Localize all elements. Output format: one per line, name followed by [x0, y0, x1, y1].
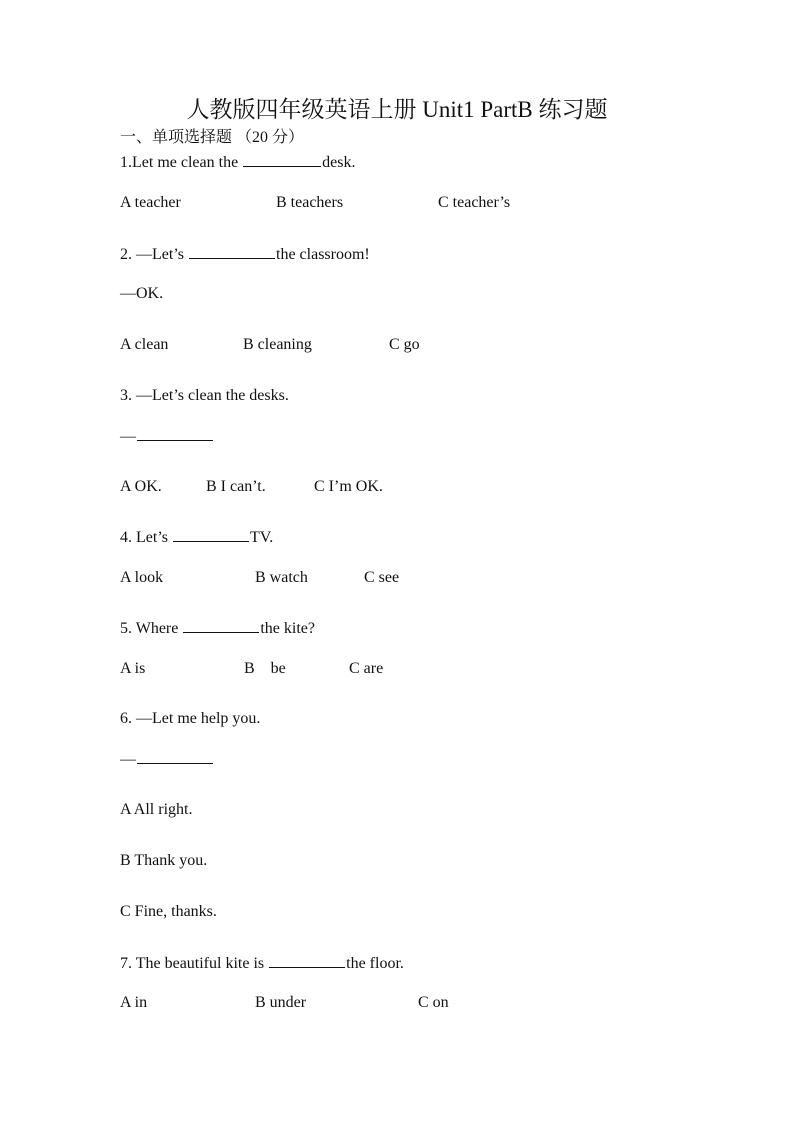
answer-blank [137, 748, 213, 764]
question-4-text-end: TV. [250, 529, 274, 546]
option-c: C are [349, 660, 384, 677]
question-5 [120, 617, 315, 640]
option-a: A teacher [120, 194, 181, 211]
question-4 [120, 526, 273, 549]
option-c: C Fine, thanks. [120, 903, 217, 920]
option-b: B Thank you. [120, 852, 208, 869]
answer-blank [173, 526, 249, 542]
option-c: C go [389, 336, 420, 353]
answer-blank [183, 617, 259, 633]
question-5-text-end: the kite? [260, 620, 315, 637]
question-7 [120, 952, 404, 975]
question-6: 6. —Let me help you. [120, 710, 261, 727]
answer-blank [243, 151, 321, 167]
option-c: C I’m OK. [314, 478, 383, 495]
answer-blank [269, 952, 345, 968]
answer-blank [137, 425, 213, 441]
option-b: B be [244, 660, 286, 677]
question-2-text-end: the classroom! [276, 246, 370, 263]
question-4-text: 4. Let’s [120, 529, 172, 546]
question-3-reply [120, 425, 214, 448]
option-a: A clean [120, 336, 169, 353]
question-1 [120, 151, 356, 174]
option-a: A is [120, 660, 146, 677]
question-2 [120, 243, 370, 266]
question-2-text: 2. —Let’s [120, 246, 188, 263]
question-1-text: 1.Let me clean the [120, 154, 243, 171]
option-a: A OK. [120, 478, 162, 495]
option-b: B cleaning [243, 336, 312, 353]
question-7-text: 7. The beautiful kite is [120, 955, 269, 972]
reply-dash: — [120, 428, 136, 445]
option-a: A All right. [120, 801, 193, 818]
question-5-text: 5. Where [120, 620, 183, 637]
question-2-reply: —OK. [120, 285, 164, 302]
question-7-text-end: the floor. [346, 955, 404, 972]
page-title: 人教版四年级英语上册 Unit1 PartB 练习题 [186, 97, 608, 122]
option-c: C see [364, 569, 400, 586]
option-c: C teacher’s [438, 194, 511, 211]
option-b: B under [255, 994, 307, 1011]
option-a: A in [120, 994, 148, 1011]
question-3: 3. —Let’s clean the desks. [120, 387, 289, 404]
answer-blank [189, 243, 275, 259]
option-b: B I can’t. [206, 478, 266, 495]
question-6-reply [120, 748, 214, 771]
reply-dash: — [120, 751, 136, 768]
section-heading: 一、单项选择题 （20 分） [120, 129, 305, 146]
option-c: C on [418, 994, 449, 1011]
option-b: B watch [255, 569, 308, 586]
option-a: A look [120, 569, 164, 586]
option-b: B teachers [276, 194, 344, 211]
question-1-text-end: desk. [322, 154, 356, 171]
